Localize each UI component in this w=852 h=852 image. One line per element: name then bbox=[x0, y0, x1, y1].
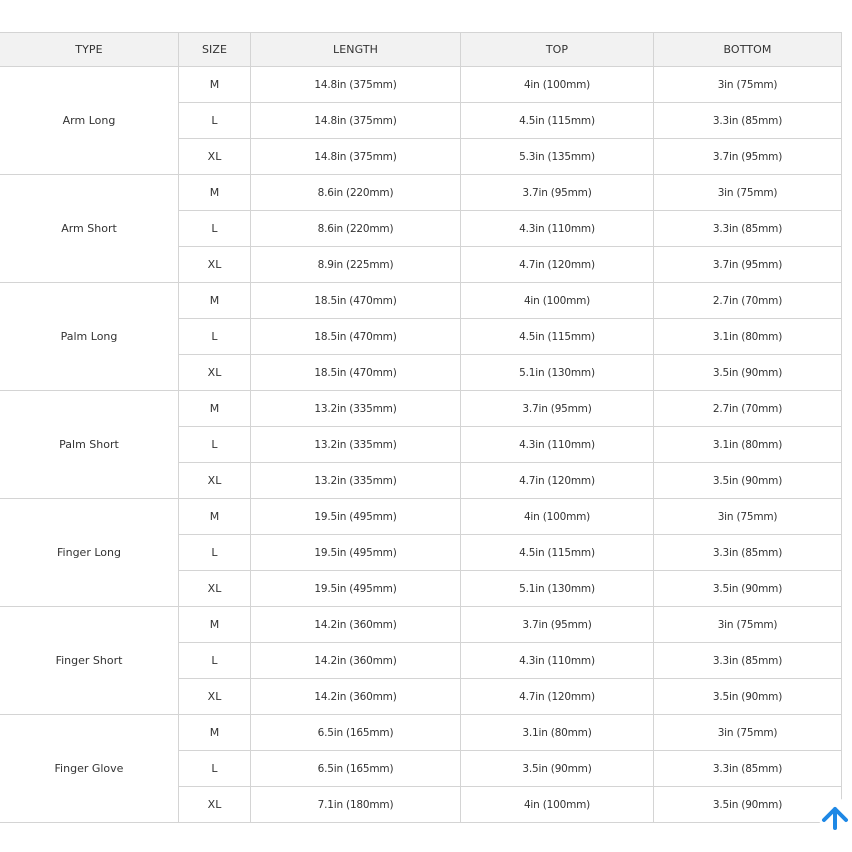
top-cell: 5.3in (135mm) bbox=[461, 139, 654, 175]
header-length: LENGTH bbox=[251, 33, 461, 67]
top-cell: 4.5in (115mm) bbox=[461, 319, 654, 355]
bottom-cell: 3.3in (85mm) bbox=[654, 103, 842, 139]
length-cell: 14.2in (360mm) bbox=[251, 679, 461, 715]
bottom-cell: 3.3in (85mm) bbox=[654, 643, 842, 679]
length-cell: 19.5in (495mm) bbox=[251, 535, 461, 571]
header-top: TOP bbox=[461, 33, 654, 67]
type-cell: Arm Short bbox=[0, 175, 179, 283]
size-cell: XL bbox=[179, 571, 251, 607]
type-cell: Arm Long bbox=[0, 67, 179, 175]
length-cell: 14.8in (375mm) bbox=[251, 139, 461, 175]
length-cell: 6.5in (165mm) bbox=[251, 751, 461, 787]
length-cell: 8.6in (220mm) bbox=[251, 211, 461, 247]
size-cell: XL bbox=[179, 355, 251, 391]
top-cell: 4.7in (120mm) bbox=[461, 247, 654, 283]
bottom-cell: 3in (75mm) bbox=[654, 607, 842, 643]
type-cell: Finger Short bbox=[0, 607, 179, 715]
bottom-cell: 2.7in (70mm) bbox=[654, 391, 842, 427]
type-cell: Finger Long bbox=[0, 499, 179, 607]
size-cell: M bbox=[179, 391, 251, 427]
size-cell: XL bbox=[179, 139, 251, 175]
header-size: SIZE bbox=[179, 33, 251, 67]
size-cell: M bbox=[179, 175, 251, 211]
bottom-cell: 3.5in (90mm) bbox=[654, 463, 842, 499]
size-cell: L bbox=[179, 427, 251, 463]
size-cell: L bbox=[179, 319, 251, 355]
length-cell: 7.1in (180mm) bbox=[251, 787, 461, 823]
top-cell: 3.7in (95mm) bbox=[461, 607, 654, 643]
size-cell: L bbox=[179, 535, 251, 571]
bottom-cell: 3in (75mm) bbox=[654, 715, 842, 751]
bottom-cell: 3.1in (80mm) bbox=[654, 427, 842, 463]
size-cell: M bbox=[179, 499, 251, 535]
top-cell: 4.3in (110mm) bbox=[461, 427, 654, 463]
size-cell: M bbox=[179, 607, 251, 643]
length-cell: 13.2in (335mm) bbox=[251, 463, 461, 499]
size-cell: XL bbox=[179, 679, 251, 715]
top-cell: 4.7in (120mm) bbox=[461, 679, 654, 715]
length-cell: 8.9in (225mm) bbox=[251, 247, 461, 283]
scroll-to-top-button[interactable] bbox=[818, 798, 852, 832]
size-cell: XL bbox=[179, 247, 251, 283]
table-row bbox=[0, 715, 842, 751]
length-cell: 6.5in (165mm) bbox=[251, 715, 461, 751]
length-cell: 19.5in (495mm) bbox=[251, 571, 461, 607]
arrow-up-icon bbox=[818, 798, 852, 832]
size-cell: XL bbox=[179, 787, 251, 823]
table-row bbox=[0, 499, 842, 535]
length-cell: 14.8in (375mm) bbox=[251, 103, 461, 139]
type-cell: Palm Short bbox=[0, 391, 179, 499]
size-cell: L bbox=[179, 103, 251, 139]
size-chart bbox=[0, 32, 841, 823]
bottom-cell: 3.3in (85mm) bbox=[654, 211, 842, 247]
length-cell: 14.2in (360mm) bbox=[251, 607, 461, 643]
size-cell: L bbox=[179, 211, 251, 247]
table-row bbox=[0, 67, 842, 103]
top-cell: 5.1in (130mm) bbox=[461, 355, 654, 391]
top-cell: 4in (100mm) bbox=[461, 499, 654, 535]
top-cell: 4in (100mm) bbox=[461, 283, 654, 319]
size-cell: L bbox=[179, 751, 251, 787]
bottom-cell: 3.5in (90mm) bbox=[654, 571, 842, 607]
top-cell: 5.1in (130mm) bbox=[461, 571, 654, 607]
header-type: TYPE bbox=[0, 33, 179, 67]
size-cell: M bbox=[179, 67, 251, 103]
bottom-cell: 3in (75mm) bbox=[654, 175, 842, 211]
size-cell: M bbox=[179, 715, 251, 751]
top-cell: 3.5in (90mm) bbox=[461, 751, 654, 787]
top-cell: 3.1in (80mm) bbox=[461, 715, 654, 751]
bottom-cell: 3.7in (95mm) bbox=[654, 247, 842, 283]
top-cell: 4in (100mm) bbox=[461, 787, 654, 823]
size-chart-table bbox=[0, 32, 842, 823]
bottom-cell: 3.5in (90mm) bbox=[654, 355, 842, 391]
length-cell: 14.2in (360mm) bbox=[251, 643, 461, 679]
top-cell: 4.3in (110mm) bbox=[461, 211, 654, 247]
bottom-cell: 3.5in (90mm) bbox=[654, 787, 842, 823]
header-bottom: BOTTOM bbox=[654, 33, 842, 67]
table-row bbox=[0, 391, 842, 427]
type-cell: Palm Long bbox=[0, 283, 179, 391]
length-cell: 8.6in (220mm) bbox=[251, 175, 461, 211]
bottom-cell: 3.5in (90mm) bbox=[654, 679, 842, 715]
table-row bbox=[0, 175, 842, 211]
length-cell: 13.2in (335mm) bbox=[251, 391, 461, 427]
top-cell: 3.7in (95mm) bbox=[461, 175, 654, 211]
bottom-cell: 3.3in (85mm) bbox=[654, 535, 842, 571]
top-cell: 4.5in (115mm) bbox=[461, 535, 654, 571]
top-cell: 4.5in (115mm) bbox=[461, 103, 654, 139]
table-body bbox=[0, 67, 842, 823]
bottom-cell: 3.7in (95mm) bbox=[654, 139, 842, 175]
size-cell: M bbox=[179, 283, 251, 319]
bottom-cell: 3in (75mm) bbox=[654, 499, 842, 535]
length-cell: 18.5in (470mm) bbox=[251, 355, 461, 391]
top-cell: 4.7in (120mm) bbox=[461, 463, 654, 499]
size-cell: XL bbox=[179, 463, 251, 499]
length-cell: 18.5in (470mm) bbox=[251, 283, 461, 319]
bottom-cell: 3.1in (80mm) bbox=[654, 319, 842, 355]
top-cell: 4in (100mm) bbox=[461, 67, 654, 103]
length-cell: 19.5in (495mm) bbox=[251, 499, 461, 535]
top-cell: 3.7in (95mm) bbox=[461, 391, 654, 427]
table-row bbox=[0, 283, 842, 319]
size-cell: L bbox=[179, 643, 251, 679]
table-row bbox=[0, 607, 842, 643]
top-cell: 4.3in (110mm) bbox=[461, 643, 654, 679]
bottom-cell: 3.3in (85mm) bbox=[654, 751, 842, 787]
type-cell: Finger Glove bbox=[0, 715, 179, 823]
bottom-cell: 2.7in (70mm) bbox=[654, 283, 842, 319]
bottom-cell: 3in (75mm) bbox=[654, 67, 842, 103]
length-cell: 18.5in (470mm) bbox=[251, 319, 461, 355]
length-cell: 14.8in (375mm) bbox=[251, 67, 461, 103]
table-header-row bbox=[0, 33, 842, 67]
length-cell: 13.2in (335mm) bbox=[251, 427, 461, 463]
